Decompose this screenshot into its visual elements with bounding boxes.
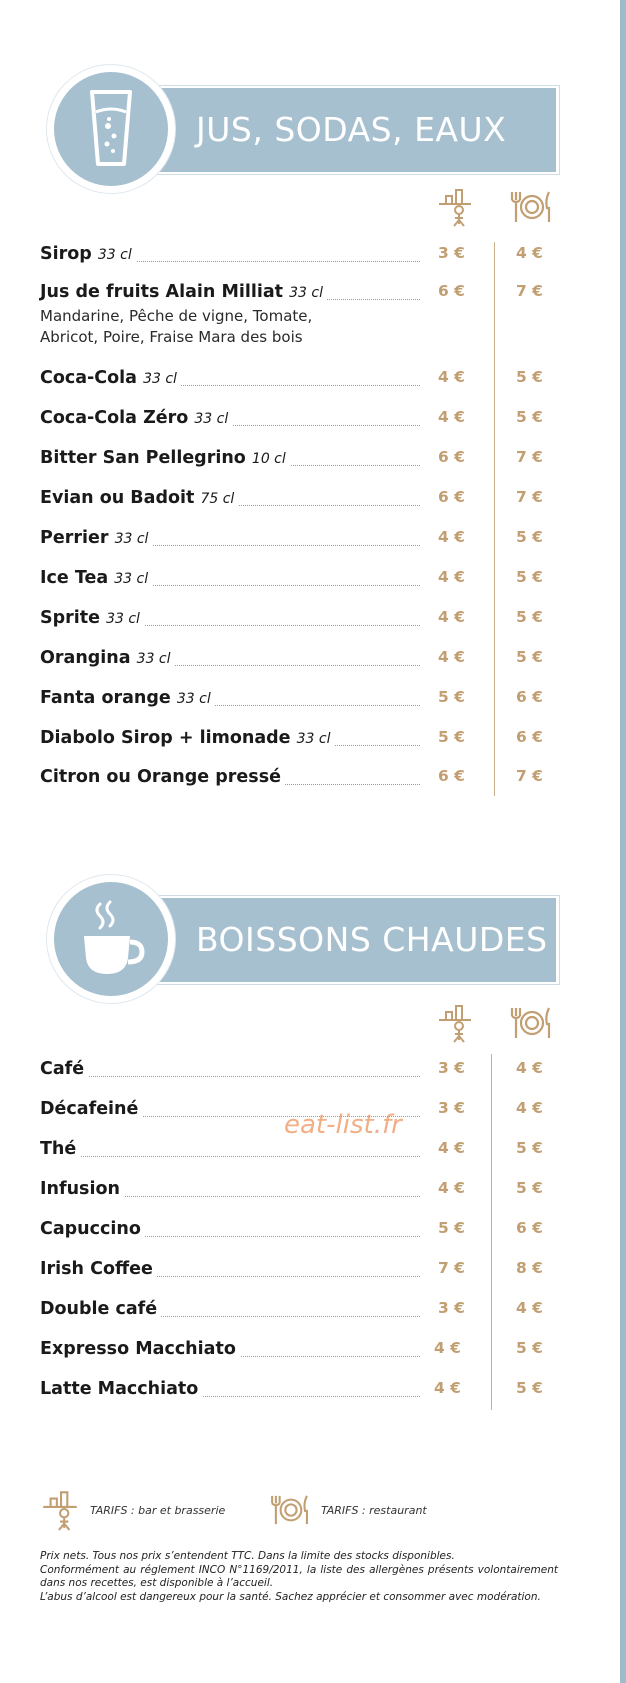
item-name: Café [40,1059,88,1079]
coffee-cup-icon [78,900,148,980]
price-bar: 6 € [438,488,465,506]
item-volume: 33 cl [194,411,229,427]
item-name: Citron ou Orange pressé [40,767,281,787]
waiter-tray-icon [436,184,474,228]
item-volume: 33 cl [106,611,140,627]
price-bar: 4 € [438,1179,465,1197]
footer-prices-note: Prix nets. Tous nos prix s’entendent TTC. Dans la limite des stocks disponibles. [40,1550,455,1562]
item-name: Jus de fruits Alain Milliat [40,282,284,302]
price-restaurant: 5 € [516,408,543,426]
price-restaurant: 5 € [516,568,543,586]
price-restaurant: 7 € [516,282,543,300]
section-banner-juices [46,64,576,196]
item-name: Fanta orange [40,688,171,708]
item-name: Coca-Cola Zéro [40,408,189,428]
price-bar: 3 € [438,1099,465,1117]
item-volume: 33 cl [114,571,149,587]
item-name: Thé [40,1139,80,1159]
item-volume: 33 cl [289,285,323,301]
legend-bar-label: TARIFS : bar et brasserie [90,1504,226,1517]
glass-icon [86,86,136,172]
price-bar: 5 € [438,1219,465,1237]
fork-plate-knife-icon [268,1494,312,1526]
item-name: Evian ou Badoit [40,488,195,508]
price-restaurant: 4 € [516,1099,543,1117]
price-restaurant: 6 € [516,1219,543,1237]
price-bar: 4 € [438,1139,465,1157]
waiter-tray-icon [436,1000,474,1044]
item-volume: 33 cl [136,651,171,667]
item-name: Sirop [40,244,92,264]
item-name: Infusion [40,1179,124,1199]
price-bar: 4 € [438,648,465,666]
price-bar: 6 € [438,448,465,466]
section-title: BOISSONS CHAUDES [196,920,548,959]
section-title: JUS, SODAS, EAUX [196,110,507,149]
item-name: Expresso Macchiato [40,1339,240,1359]
price-restaurant: 7 € [516,448,543,466]
price-bar: 6 € [438,767,465,785]
item-volume: 33 cl [97,247,132,263]
price-bar: 6 € [438,282,465,300]
item-volume: 75 cl [200,491,235,507]
price-restaurant: 6 € [516,728,543,746]
price-bar: 4 € [438,408,465,426]
price-bar: 4 € [438,568,465,586]
item-name: Capuccino [40,1219,145,1239]
item-name: Irish Coffee [40,1259,157,1279]
price-bar: 5 € [438,728,465,746]
price-bar: 4 € [434,1339,461,1357]
price-bar: 4 € [438,608,465,626]
price-bar: 5 € [438,688,465,706]
price-restaurant: 8 € [516,1259,543,1277]
waiter-tray-icon [38,1486,82,1532]
legend-restaurant-label: TARIFS : restaurant [321,1504,427,1517]
watermark: eat-list.fr [284,1110,402,1140]
item-volume: 33 cl [296,731,331,747]
item-volume: 33 cl [114,531,149,547]
price-restaurant: 6 € [516,688,543,706]
price-bar: 3 € [438,244,465,262]
item-description: Mandarine, Pêche de vigne, Tomate, Abricot, Poire, Fraise Mara des bois [40,307,313,346]
price-restaurant: 5 € [516,1339,543,1357]
item-name: Orangina [40,648,131,668]
item-name: Double café [40,1299,161,1319]
item-volume: 10 cl [251,451,286,467]
price-restaurant: 5 € [516,528,543,546]
price-restaurant: 5 € [516,1379,543,1397]
item-volume: 33 cl [143,371,177,387]
page-right-border [620,0,626,1683]
price-restaurant: 7 € [516,488,543,506]
price-bar: 3 € [438,1299,465,1317]
price-bar: 3 € [438,1059,465,1077]
price-bar: 4 € [434,1379,461,1397]
column-divider [494,242,495,796]
column-divider [491,1054,492,1410]
item-volume: 33 cl [176,691,211,707]
price-restaurant: 4 € [516,1299,543,1317]
price-restaurant: 4 € [516,244,543,262]
price-restaurant: 5 € [516,1179,543,1197]
item-name: Perrier [40,528,109,548]
item-name: Coca-Cola [40,368,137,388]
section-banner-hot-drinks [46,874,576,1006]
item-name: Ice Tea [40,568,109,588]
price-restaurant: 5 € [516,368,543,386]
footer-notes [40,1550,558,1604]
price-bar: 7 € [438,1259,465,1277]
item-name: Sprite [40,608,100,628]
price-restaurant: 4 € [516,1059,543,1077]
price-restaurant: 5 € [516,1139,543,1157]
price-restaurant: 5 € [516,608,543,626]
price-restaurant: 5 € [516,648,543,666]
item-name: Décafeiné [40,1099,142,1119]
fork-plate-knife-icon [508,1006,554,1040]
footer-allergens-note: Conformément au réglement INCO N°1169/2011, la liste des allergènes présents volontairement dans nos recettes, est disponible à l’accueil. [40,1563,558,1589]
footer-alcohol-note: L’abus d’alcool est dangereux pour la santé. Sachez apprécier et consommer avec modération. [40,1590,541,1603]
item-name: Latte Macchiato [40,1379,202,1399]
item-name: Diabolo Sirop + limonade [40,728,291,748]
price-bar: 4 € [438,368,465,386]
fork-plate-knife-icon [508,190,554,224]
price-restaurant: 7 € [516,767,543,785]
price-bar: 4 € [438,528,465,546]
item-name: Bitter San Pellegrino [40,448,246,468]
